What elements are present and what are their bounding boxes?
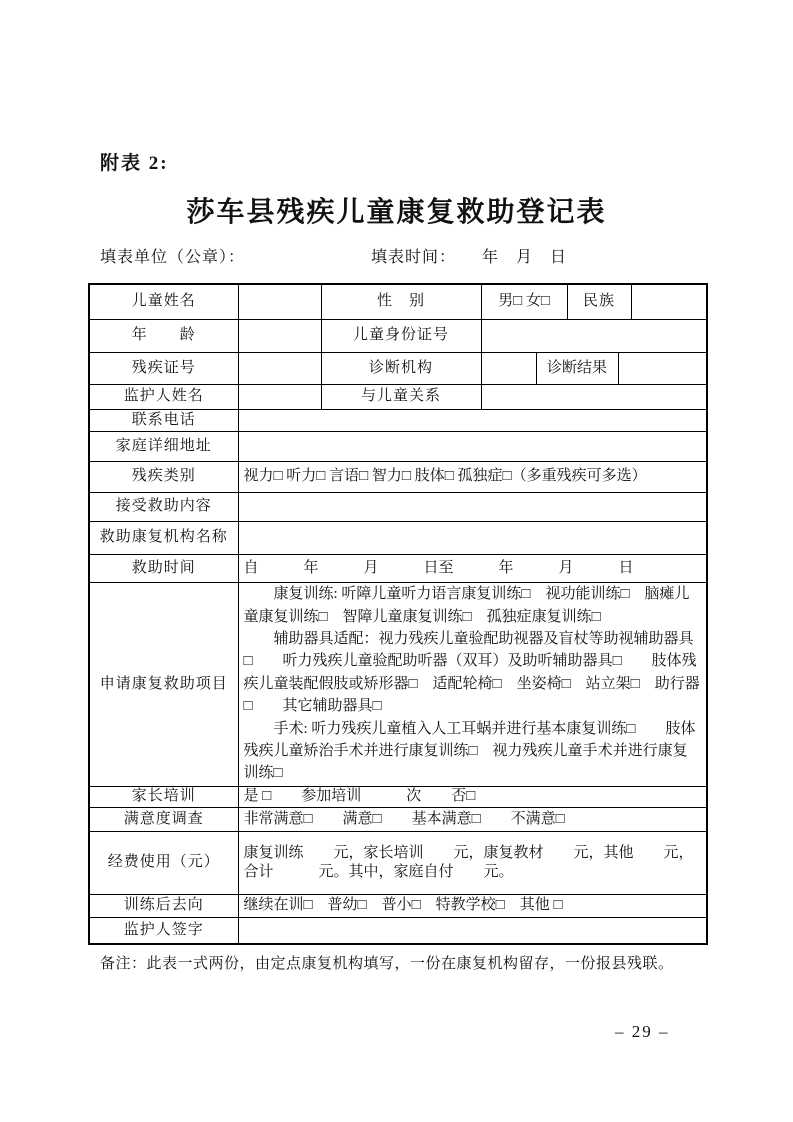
- aid-time-fill-line: 自 年 月 日至 年 月 日: [238, 554, 707, 582]
- parent-training-label: 家长培训: [89, 786, 238, 807]
- document-title: 莎车县残疾儿童康复救助登记表: [186, 197, 607, 228]
- fill-org-label: 填表单位（公章）：: [100, 249, 246, 266]
- guardian-name-label: 监护人姓名: [89, 384, 238, 409]
- row-aid-time: [89, 554, 707, 582]
- row-disability-cert: [89, 352, 707, 384]
- row-after-training: [89, 894, 707, 917]
- page-number: – 29 –: [615, 1022, 670, 1041]
- gender-checkboxes: 男□ 女□: [481, 284, 567, 319]
- ethnicity-label: 民族: [567, 284, 631, 319]
- id-number-label: 儿童身份证号: [321, 319, 481, 352]
- rehab-org-label: 救助康复机构名称: [89, 521, 238, 554]
- row-guardian-sign: [89, 917, 707, 944]
- guardian-sign-input-cell: [238, 917, 707, 944]
- guardian-sign-label: 监护人签字: [89, 917, 238, 944]
- apply-items-surgery: 手术: 听力残疾儿童植入人工耳蜗并进行基本康复训练□ 肢体残疾儿童矫治手术并进行康复训练□ 视力残疾儿童手术并进行康复训练□: [243, 720, 696, 782]
- age-input-cell: [238, 319, 321, 352]
- fill-date-label: 填表时间： 年 月 日: [371, 249, 568, 266]
- expense-label: 经费使用（元）: [89, 831, 238, 894]
- id-number-input-cell: [481, 319, 707, 352]
- parent-training-checkboxes: 是 □ 参加培训 次 否□: [238, 786, 707, 807]
- remark-note: 备注：此表一式两份，由定点康复机构填写，一份在康复机构留存，一份报县残联。: [100, 956, 674, 972]
- ethnicity-input-cell: [631, 284, 707, 319]
- row-apply-items: [89, 582, 707, 786]
- row-disability-type: [89, 461, 707, 492]
- row-satisfaction: [89, 807, 707, 831]
- row-child-name: [89, 284, 707, 319]
- diagnosis-result-label: 诊断结果: [536, 352, 618, 384]
- age-label: 年 龄: [89, 319, 238, 352]
- row-phone: [89, 409, 707, 431]
- row-expense: [89, 831, 707, 894]
- disability-type-label: 残疾类别: [89, 461, 238, 492]
- apply-items-training: 康复训练: 听障儿童听力语言康复训练□ 视功能训练□ 脑瘫儿童康复训练□ 智障儿童康复训练□ 孤独症康复训练□: [243, 586, 690, 625]
- satisfaction-checkboxes: 非常满意□ 满意□ 基本满意□ 不满意□: [238, 807, 707, 831]
- address-input-cell: [238, 431, 707, 461]
- expense-fill-line: 康复训练 元，家长培训 元，康复教材 元，其他 元，合计 元。其中，家庭自付 元。: [238, 831, 707, 894]
- row-age: [89, 319, 707, 352]
- row-aid-content: [89, 492, 707, 521]
- row-parent-training: [89, 786, 707, 807]
- rehab-org-input-cell: [238, 521, 707, 554]
- disability-type-checkboxes: 视力□ 听力□ 言语□ 智力□ 肢体□ 孤独症□（多重残疾可多选）: [238, 461, 707, 492]
- diagnosis-org-label: 诊断机构: [321, 352, 481, 384]
- disability-cert-input-cell: [238, 352, 321, 384]
- phone-input-cell: [238, 409, 707, 431]
- aid-time-label: 救助时间: [89, 554, 238, 582]
- diagnosis-result-input-cell: [618, 352, 707, 384]
- after-training-checkboxes: 继续在训□ 普幼□ 普小□ 特教学校□ 其他 □: [238, 894, 707, 917]
- row-guardian-name: [89, 384, 707, 409]
- child-name-input-cell: [238, 284, 321, 319]
- child-name-label: 儿童姓名: [89, 284, 238, 319]
- disability-cert-label: 残疾证号: [89, 352, 238, 384]
- after-training-label: 训练后去向: [89, 894, 238, 917]
- satisfaction-label: 满意度调查: [89, 807, 238, 831]
- diagnosis-org-input-cell: [481, 352, 536, 384]
- address-label: 家庭详细地址: [89, 431, 238, 461]
- relation-input-cell: [481, 384, 707, 409]
- registration-table: [88, 283, 708, 945]
- guardian-name-input-cell: [238, 384, 321, 409]
- apply-items-content: [238, 582, 707, 786]
- row-address: [89, 431, 707, 461]
- apply-items-label: 申请康复救助项目: [89, 582, 238, 786]
- apply-items-assistive-devices: 辅助器具适配：视力残疾儿童验配助视器及盲杖等助视辅助器具□ 听力残疾儿童验配助听器（双耳）及助听辅助器具□ 肢体残疾儿童装配假肢或矫形器□ 适配轮椅□ 坐姿椅□ 站立架□ 助行器□ 其它辅助器具□: [243, 630, 700, 715]
- aid-content-input-cell: [238, 492, 707, 521]
- annex-label: 附表 2:: [100, 153, 169, 174]
- row-rehab-org: [89, 521, 707, 554]
- phone-label: 联系电话: [89, 409, 238, 431]
- gender-label: 性 别: [321, 284, 481, 319]
- relation-label: 与儿童关系: [321, 384, 481, 409]
- aid-content-label: 接受救助内容: [89, 492, 238, 521]
